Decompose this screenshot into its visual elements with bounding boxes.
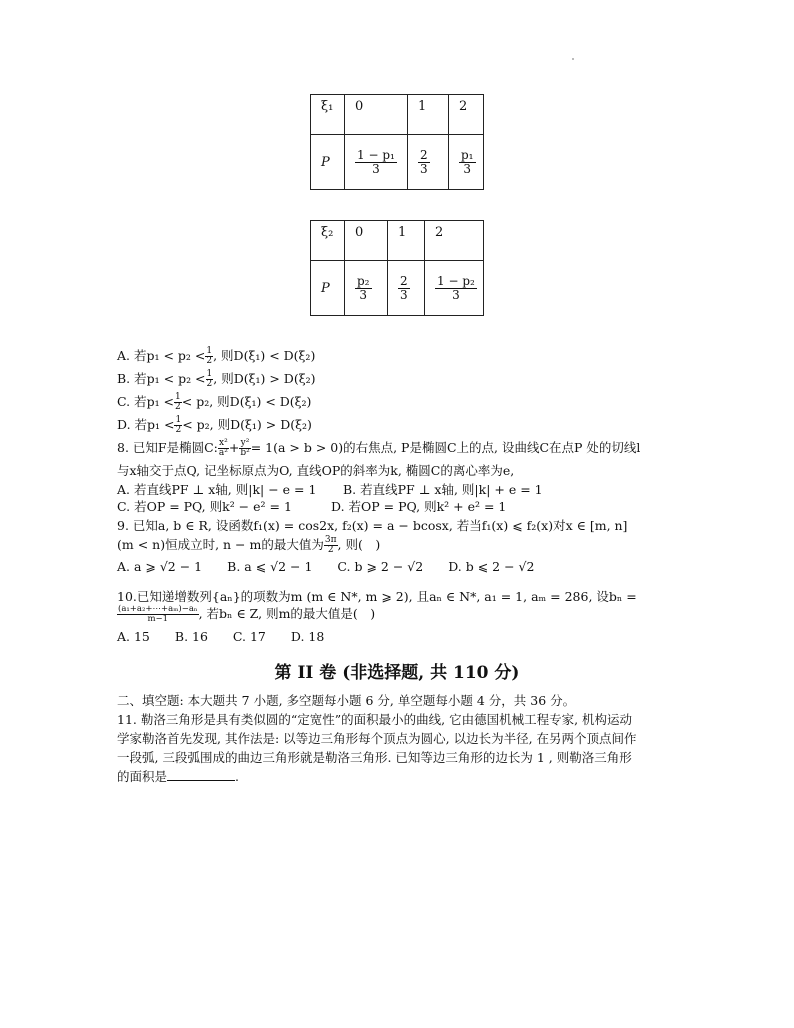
table2-header-var: ξ₂ <box>311 221 345 261</box>
q11-line2: 学家勒洛首先发现, 其作法是: 以等边三角形每个顶点为圆心, 以边长为半径, 在另两个顶点间作 <box>117 731 637 746</box>
table1-header-2: 2 <box>449 95 484 135</box>
q8-stem-line1: 8. 已知F是椭圆C: $\frac{\text{x²}}{\text{a²}}$ + $\frac{\text{y²}}{\text{b²}}$ = 1(a > b > 0)的右焦点, P是椭圆C上的点, 设曲线C在点P 处的切线l <box>117 438 641 458</box>
q10-stem-line1: 10.已知递增数列{aₙ}的项数为m (m ∈ N*, m ⩾ 2), 且aₙ ∈ N*, a₁ = 1, aₘ = 286, 设bₙ = <box>117 589 637 604</box>
table1-cell-2: $\frac{\text{p₁}}{3}$ <box>449 135 484 190</box>
q7-option-a: A. 若p₁ < p₂ < $\frac{1}{2}$ , 则D(ξ₁) < D(ξ₂) <box>117 346 316 366</box>
table2-cell-1: $\frac{2}{3}$ <box>388 261 425 316</box>
section-heading: 第 II 卷 (非选择题, 共 110 分) <box>274 663 520 683</box>
q8-option-b: B. 若直线PF ⊥ x轴, 则|k| + e = 1 <box>343 482 543 497</box>
table2-row-label: P <box>311 261 345 316</box>
q11-line1: 11. 勒洛三角形是具有类似圆的“定宽性”的面积最小的曲线, 它由德国机械工程专家, 机构运动 <box>117 712 633 727</box>
q8-option-a: A. 若直线PF ⊥ x轴, 则|k| − e = 1 <box>117 482 317 497</box>
table2-cell-0: $\frac{\text{p₂}}{3}$ <box>345 261 388 316</box>
q10-stem-line2: $\frac{\text{(a₁+a₂+⋯+aₘ)−aₙ}}{m-1}$ , 若bₙ ∈ Z, 则m的最大值是( ) <box>118 604 376 624</box>
q9-options: A. a ⩾ √2 − 1 B. a ⩽ √2 − 1 C. b ⩾ 2 − √2 D. b ⩽ 2 − √2 <box>117 559 535 574</box>
q10-options: A. 15 B. 16 C. 17 D. 18 <box>117 629 325 644</box>
table1-header-var: ξ₁ <box>311 95 345 135</box>
q8-option-c: C. 若OP = PQ, 则k² − e² = 1 <box>117 499 292 514</box>
fill-in-section-intro: 二、填空题: 本大题共 7 小题, 多空题每小题 6 分, 单空题每小题 4 分，共 36 分。 <box>117 693 576 708</box>
table2-header-0: 0 <box>345 221 388 261</box>
q9-stem-line2: (m < n)恒成立时, n − m的最大值为 $\frac{3\pi}{2}$ , 则( ) <box>117 535 381 555</box>
q7-option-b: B. 若p₁ < p₂ < $\frac{1}{2}$ , 则D(ξ₁) > D(ξ₂) <box>117 369 316 389</box>
table2-header-2: 2 <box>425 221 484 261</box>
q11-line3: 一段弧, 三段弧围成的曲边三角形就是勒洛三角形. 已知等边三角形的边长为 1 , 则勒洛三角形 <box>117 750 632 765</box>
answer-blank[interactable] <box>167 768 235 781</box>
table1-header-0: 0 <box>345 95 408 135</box>
table1-header-1: 1 <box>408 95 449 135</box>
distribution-table-xi2 <box>310 220 484 316</box>
table2-cell-2: $\frac{\text{1 − p₂}}{3}$ <box>425 261 484 316</box>
q7-option-c: C. 若p₁ < $\frac{1}{2}$ < p₂, 则D(ξ₁) < D(ξ₂) <box>117 392 312 412</box>
table2-header-1: 1 <box>388 221 425 261</box>
table1-row-label: P <box>311 135 345 190</box>
q11-line4: 的面积是 . <box>117 769 239 784</box>
table1-cell-1: $\frac{2}{3}$ <box>408 135 449 190</box>
q7-option-d: D. 若p₁ < $\frac{1}{2}$ < p₂, 则D(ξ₁) > D(ξ₂) <box>117 415 312 435</box>
q8-stem-line2: 与x轴交于点Q, 记坐标原点为O, 直线OP的斜率为k, 椭圆C的离心率为e, <box>117 463 515 478</box>
q9-stem-line1: 9. 已知a, b ∈ R, 设函数f₁(x) = cos2x, f₂(x) = a − bcosx, 若当f₁(x) ⩽ f₂(x)对x ∈ [m, n] <box>117 518 628 533</box>
table1-cell-0: $\frac{\text{1 − p₁}}{3}$ <box>345 135 408 190</box>
distribution-table-xi1 <box>310 94 484 190</box>
scan-speck <box>572 58 574 60</box>
q8-option-d: D. 若OP = PQ, 则k² + e² = 1 <box>331 499 507 514</box>
